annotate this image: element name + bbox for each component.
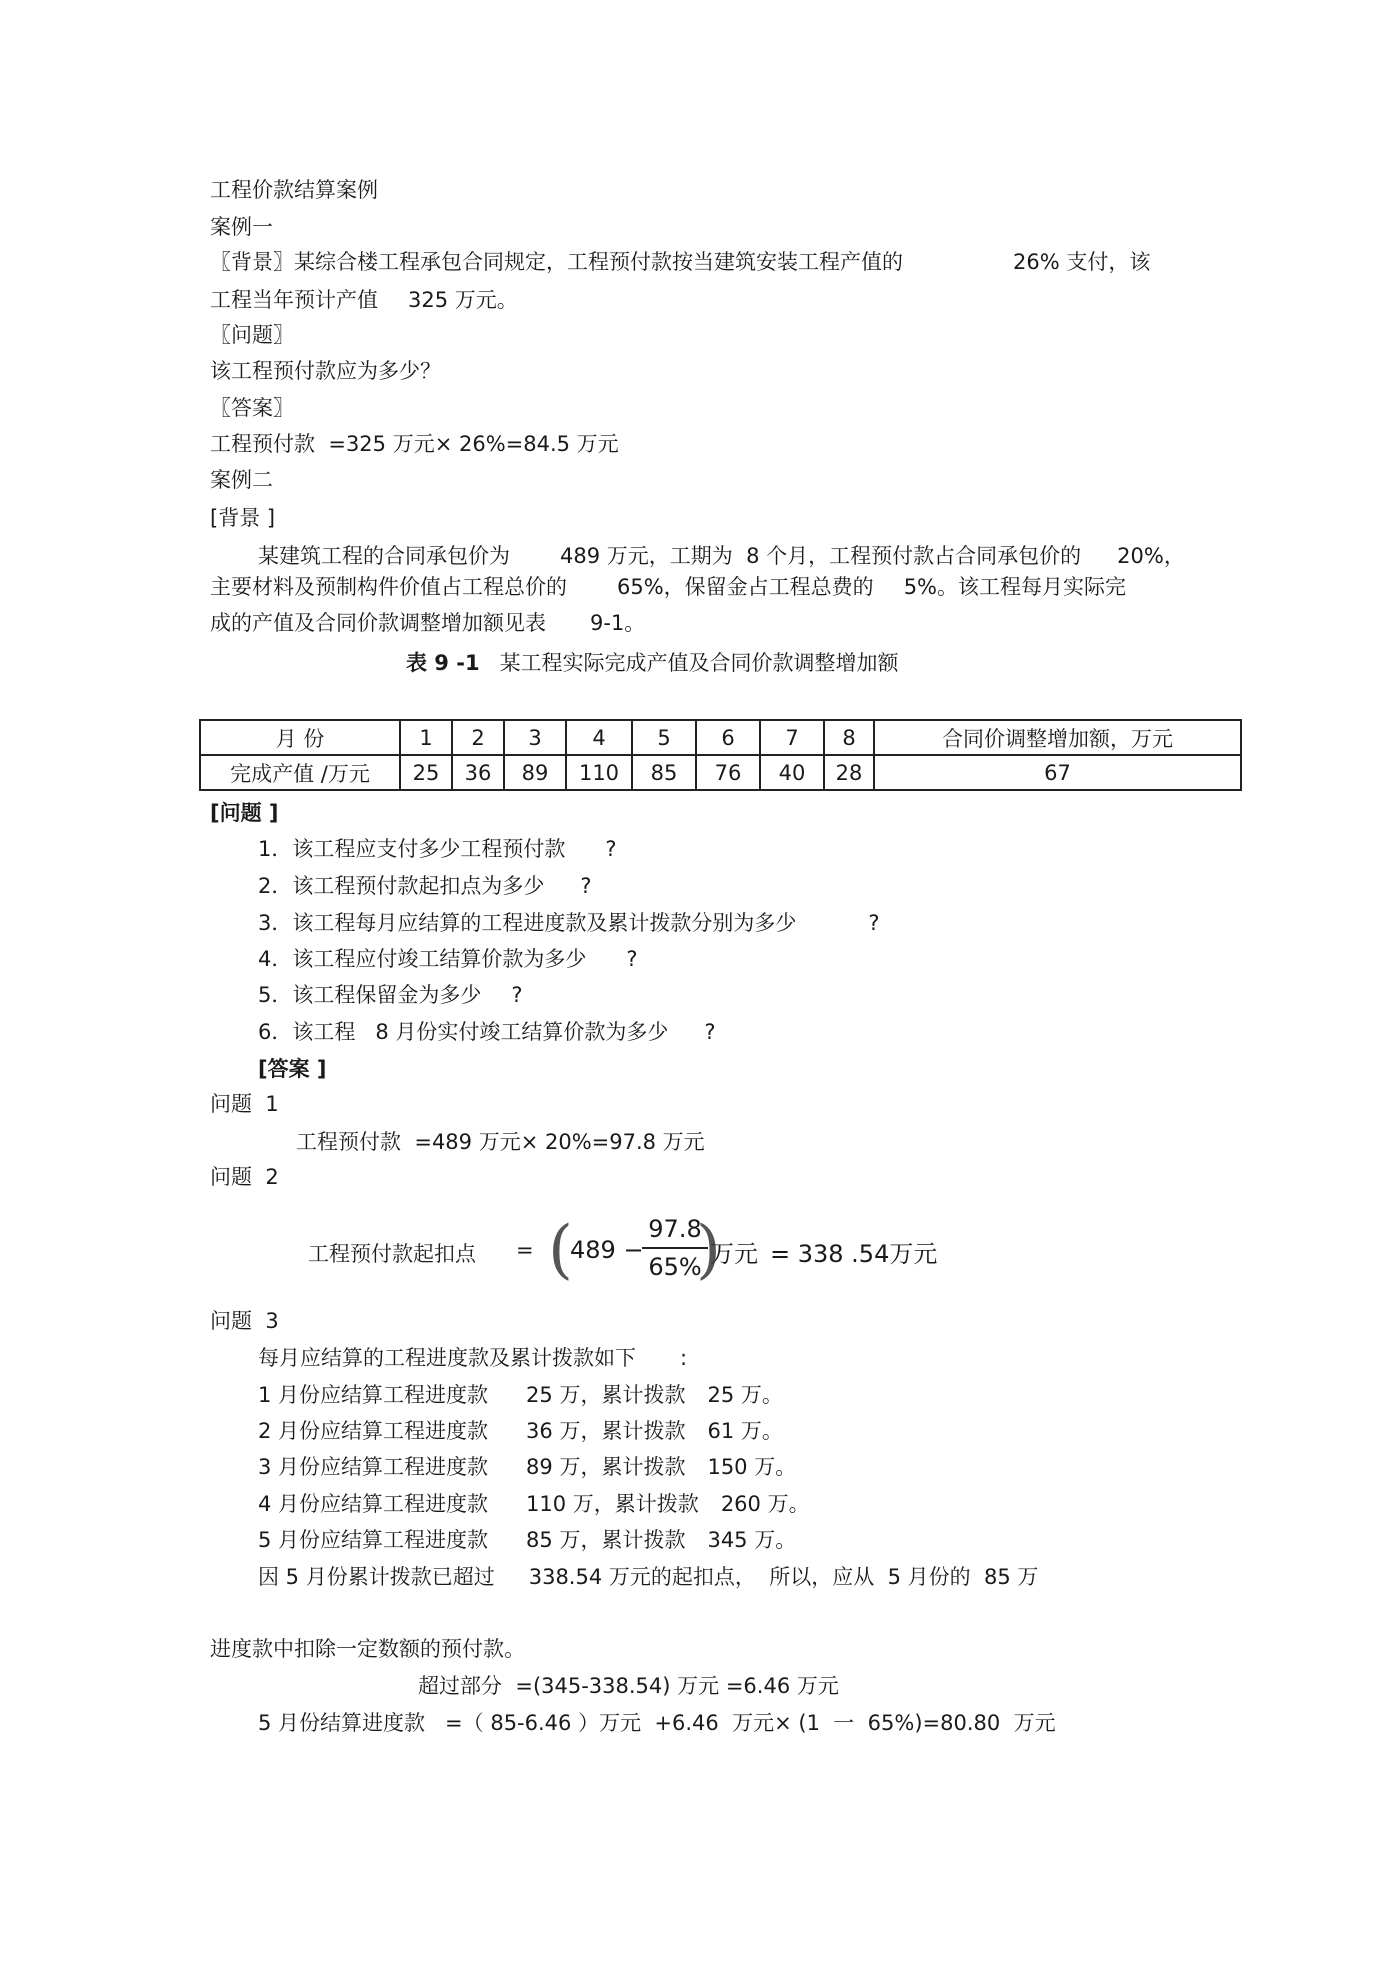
- text: 1 月份应结算工程进度款: [258, 1383, 489, 1407]
- text: 85 万，累计拨款: [526, 1528, 686, 1552]
- month-3-line: [258, 1454, 796, 1480]
- case1-background-line1: [210, 249, 1150, 275]
- text: 3 月份应结算工程进度款: [258, 1455, 489, 1479]
- problem-2-heading: 问题 2: [210, 1165, 279, 1189]
- text: 110 万，累计拨款: [526, 1492, 699, 1516]
- deduction-start-line: [258, 1564, 1038, 1590]
- case1-background-line2: [210, 287, 518, 313]
- text: 6．该工程 8 月份实付竣工结算价款为多少: [258, 1020, 669, 1044]
- table-value-cell: 36: [452, 755, 504, 790]
- text: 25 万。: [707, 1383, 783, 1407]
- text: 150 万。: [707, 1455, 797, 1479]
- formula-label: 工程预付款起扣点: [308, 1242, 476, 1266]
- case1-question: 该工程预付款应为多少？: [210, 359, 441, 383]
- formula-close-paren: ): [696, 1213, 721, 1287]
- month-1-line: [258, 1382, 783, 1408]
- text: 某工程实际完成产值及合同价款调整增加额: [499, 651, 899, 675]
- table-value-cell: 25: [400, 755, 452, 790]
- formula-numerator: 97.8: [648, 1215, 702, 1243]
- table-month-cell: 1: [400, 720, 452, 755]
- question-2: [258, 873, 592, 899]
- table-header-month: 月 份: [200, 720, 400, 755]
- problem-1-heading: 问题 1: [210, 1092, 279, 1116]
- text: 20%，: [1117, 544, 1185, 568]
- case2-heading: 案例二: [210, 468, 273, 492]
- text: 2 月份应结算工程进度款: [258, 1419, 489, 1443]
- text: 260 万。: [720, 1492, 810, 1516]
- case2-answer-heading: [答案 ]: [258, 1057, 327, 1081]
- text: 主要材料及预制构件价值占工程总价的: [210, 575, 567, 599]
- text: 每月应结算的工程进度款及累计拨款如下: [258, 1346, 636, 1370]
- text: 65%，保留金占工程总费的: [617, 575, 874, 599]
- table-month-cell: 6: [696, 720, 760, 755]
- text: 489 万元，工期为 8 个月，工程预付款占合同承包价的: [560, 544, 1082, 568]
- question-1: [258, 836, 617, 862]
- table-adjustment-value: 67: [874, 755, 1241, 790]
- formula-open-paren: (: [548, 1213, 573, 1287]
- excess-amount-line: 超过部分 =(345-338.54) 万元 =6.46 万元: [418, 1674, 839, 1698]
- month-2-line: [258, 1418, 783, 1444]
- text: 表 9 -1: [406, 651, 480, 675]
- problem-3-heading: 问题 3: [210, 1309, 279, 1333]
- table-month-cell: 4: [566, 720, 632, 755]
- month-4-line: [258, 1491, 810, 1517]
- question-4: [258, 946, 638, 972]
- text: 89 万，累计拨款: [526, 1455, 686, 1479]
- deduction-continuation: 进度款中扣除一定数额的预付款。: [210, 1637, 525, 1661]
- table-row: [200, 755, 1241, 790]
- formula-equals: =: [516, 1238, 534, 1262]
- text: ?: [626, 947, 638, 971]
- text: 某建筑工程的合同承包价为: [258, 544, 510, 568]
- formula-minuend: 489 −: [570, 1236, 644, 1264]
- case2-question-heading: [问题 ]: [210, 801, 279, 825]
- table-value-cell: 85: [632, 755, 696, 790]
- text: 325 万元。: [408, 288, 518, 312]
- text: 338.54 万元的起扣点， 所以，应从 5 月份的 85 万: [528, 1565, 1039, 1589]
- text: 工程当年预计产值: [210, 288, 378, 312]
- text: 36 万，累计拨款: [526, 1419, 686, 1443]
- case2-background-line1: [258, 543, 1185, 569]
- case1-answer: 工程预付款 =325 万元× 26%=84.5 万元: [210, 432, 619, 456]
- text: 2．该工程预付款起扣点为多少: [258, 874, 545, 898]
- table-value-cell: 40: [760, 755, 824, 790]
- text: 4．该工程应付竣工结算价款为多少: [258, 947, 587, 971]
- text: 345 万。: [707, 1528, 797, 1552]
- text: 5 月份应结算工程进度款: [258, 1528, 489, 1552]
- table-value-cell: 89: [504, 755, 566, 790]
- text: ?: [704, 1020, 716, 1044]
- output-table: [199, 719, 1242, 791]
- table-header-row: [200, 720, 1241, 755]
- case1-question-heading: 〖问题〗: [210, 323, 294, 347]
- table-caption: [406, 650, 899, 676]
- text: 25 万，累计拨款: [526, 1383, 686, 1407]
- text: 4 月份应结算工程进度款: [258, 1492, 489, 1516]
- table-row-label: 完成产值 /万元: [200, 755, 400, 790]
- text: 1．该工程应支付多少工程预付款: [258, 837, 566, 861]
- table-header-adjustment: 合同价调整增加额，万元: [874, 720, 1241, 755]
- formula-denominator: 65%: [648, 1253, 702, 1281]
- deduction-point-formula: [308, 1210, 1008, 1300]
- question-6: [258, 1019, 716, 1045]
- problem-1-answer: 工程预付款 =489 万元× 20%=97.8 万元: [296, 1130, 705, 1154]
- text: ?: [511, 983, 523, 1007]
- table-month-cell: 5: [632, 720, 696, 755]
- table-value-cell: 28: [824, 755, 874, 790]
- question-5: [258, 982, 523, 1008]
- doc-title: 工程价款结算案例: [210, 178, 378, 202]
- text: ?: [605, 837, 617, 861]
- text: 成的产值及合同价款调整增加额见表: [210, 611, 546, 635]
- text: ?: [580, 874, 592, 898]
- table-month-cell: 7: [760, 720, 824, 755]
- text: 5．该工程保留金为多少: [258, 983, 482, 1007]
- formula-result: = 338 .54万元: [770, 1240, 938, 1268]
- text: 61 万。: [707, 1419, 783, 1443]
- text: 5%。该工程每月实际完: [903, 575, 1127, 599]
- table-month-cell: 2: [452, 720, 504, 755]
- table-value-cell: 110: [566, 755, 632, 790]
- text: 因 5 月份累计拨款已超过: [258, 1565, 495, 1589]
- text: 3．该工程每月应结算的工程进度款及累计拨款分别为多少: [258, 911, 797, 935]
- table-month-cell: 8: [824, 720, 874, 755]
- case2-background-line2: [210, 574, 1126, 600]
- case1-heading: 案例一: [210, 215, 273, 239]
- case2-background-heading: [背景 ]: [210, 506, 276, 530]
- text: 26% 支付，该: [1013, 250, 1151, 274]
- text: ?: [868, 911, 880, 935]
- case2-background-line3: [210, 610, 645, 636]
- case1-answer-heading: 〖答案〗: [210, 396, 294, 420]
- text: 9-1。: [590, 611, 646, 635]
- month-5-line: [258, 1527, 796, 1553]
- text: :: [680, 1346, 688, 1370]
- month-5-settlement-line: 5 月份结算进度款 =（ 85-6.46 ）万元 +6.46 万元× (1 一 65%)=80.80 万元: [258, 1711, 1056, 1735]
- table-month-cell: 3: [504, 720, 566, 755]
- question-3: [258, 910, 880, 936]
- text: 〖背景〗某综合楼工程承包合同规定，工程预付款按当建筑安装工程产值的: [210, 250, 903, 274]
- table-value-cell: 76: [696, 755, 760, 790]
- problem-3-intro: [258, 1345, 687, 1371]
- formula-unit: 万元: [710, 1240, 758, 1268]
